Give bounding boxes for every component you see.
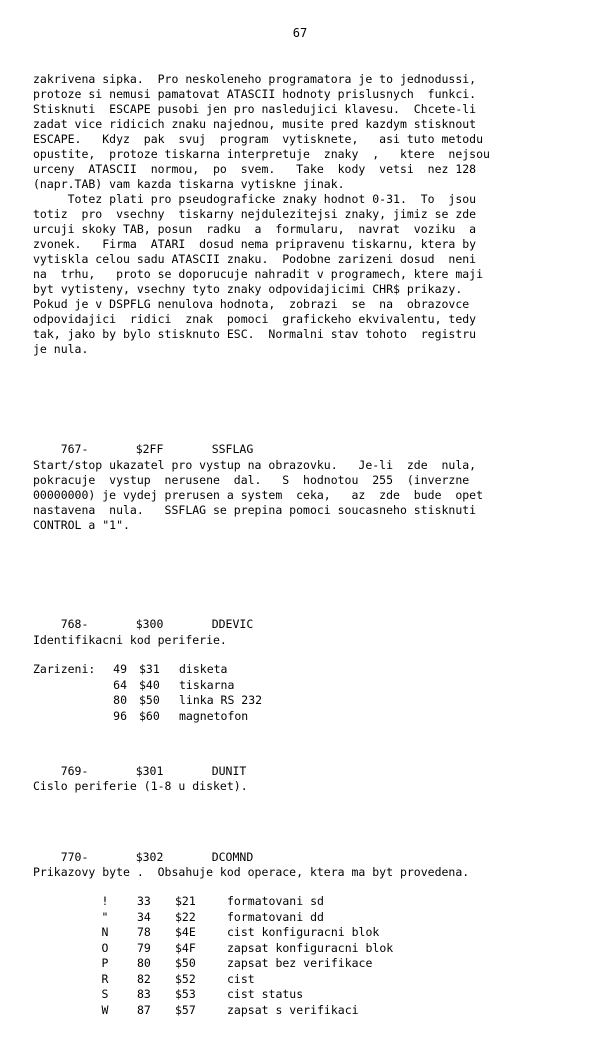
table-row — [97, 910, 393, 926]
device-hex: $40 — [139, 677, 160, 692]
text-line: urcuji skoky TAB, posun radku a formularu, navrat voziku a — [33, 222, 477, 236]
devices-label: Zarizeni: — [33, 662, 96, 676]
address-hex: $300 — [135, 617, 164, 631]
command-dec: 82 — [137, 971, 151, 986]
text-line: opustite, protoze tiskarna interpretuje znaky , ktere nejsou — [33, 147, 490, 161]
register-name: DCOMND — [211, 850, 254, 864]
command-char: P — [101, 956, 109, 970]
table-row — [97, 956, 393, 972]
ddevic-description: Identifikacni kod periferie. — [33, 633, 227, 647]
text-line: zakrivena sipka. Pro neskoleneho programatora je to jednodussi, — [33, 72, 477, 86]
text-line: Start/stop ukazatel pro vystup na obrazovku. Je-li zde nula, — [33, 458, 477, 472]
device-dec: 80 — [113, 693, 127, 707]
dcomnd-description: Prikazovy byte . Obsahuje kod operace, ktera ma byt provedena. — [33, 865, 470, 879]
register-name: DUNIT — [211, 764, 247, 778]
device-name: magnetofon — [179, 708, 249, 723]
device-hex: $60 — [139, 708, 160, 723]
command-hex: $52 — [175, 971, 196, 986]
command-char: ! — [101, 894, 109, 908]
table-row — [97, 925, 393, 941]
command-name: zapsat bez verifikace — [227, 956, 373, 970]
device-dec: 96 — [113, 708, 127, 723]
device-name: tiskarna — [179, 677, 235, 692]
command-dec: 80 — [137, 956, 151, 970]
text-line: zvonek. Firma ATARI dosud nema pripravenu tiskarnu, ktera by — [33, 237, 477, 251]
text-line: tak, jako by bylo stisknuto ESC. Normalni stav tohoto registru — [33, 327, 477, 341]
text-line: CONTROL a "1". — [33, 518, 130, 532]
command-char: O — [101, 940, 109, 955]
register-name: DDEVIC — [211, 617, 254, 631]
text-line: Pokud je v DSPFLG nenulova hodnota, zobrazi se na obrazovce — [33, 297, 470, 311]
command-hex: $22 — [175, 909, 196, 924]
command-name: zapsat s verifikaci — [227, 1002, 359, 1017]
text-line: (napr.TAB) vam kazda tiskarna vytiskne jinak. — [33, 177, 345, 191]
text-line: Totez plati pro pseudograficke znaky hodnot 0-31. To jsou — [33, 192, 477, 206]
device-name: disketa — [179, 662, 228, 676]
command-dec: 34 — [137, 909, 151, 924]
command-char: N — [101, 925, 109, 939]
address-decimal: 768- — [60, 617, 89, 631]
text-line: Stisknuti ESCAPE pusobi jen pro nasledujici klavesu. Chcete-li — [33, 102, 477, 116]
ssflag-paragraph — [33, 458, 573, 533]
command-name: formatovani sd — [227, 894, 324, 908]
text-line: vytiskla celou sadu ATASCII znaku. Podobne zarizeni dosud neni — [33, 252, 477, 266]
table-row — [33, 662, 262, 678]
command-dec: 87 — [137, 1002, 151, 1017]
device-dec: 64 — [113, 677, 127, 692]
text-line: na trhu, proto se doporucuje nahradit v programech, ktere maji — [33, 267, 484, 281]
address-hex: $301 — [135, 764, 164, 778]
text-line: nastavena nula. SSFLAG se prepina pomoci soucasneho stisknuti — [33, 503, 477, 517]
page-number: 67 — [292, 26, 308, 40]
command-char: S — [101, 987, 109, 1001]
text-line: protoze si nemusi pamatovat ATASCII hodnoty prislusnych funkci. — [33, 87, 477, 101]
device-name: linka RS 232 — [179, 693, 263, 707]
intro-paragraph — [33, 72, 573, 357]
command-name: formatovani dd — [227, 909, 324, 924]
table-row — [97, 1003, 393, 1019]
table-row — [33, 709, 262, 725]
table-row — [97, 987, 393, 1003]
address-decimal: 767- — [60, 442, 89, 456]
table-row — [97, 941, 393, 957]
command-hex: $21 — [175, 894, 196, 908]
command-table — [97, 894, 393, 1018]
command-name: cist status — [227, 987, 304, 1001]
device-table — [33, 662, 262, 724]
command-name: zapsat konfiguracni blok — [227, 940, 394, 955]
table-row — [97, 894, 393, 910]
command-char: W — [101, 1002, 109, 1017]
address-hex: $2FF — [135, 442, 164, 456]
address-decimal: 769- — [60, 764, 89, 778]
command-name: cist konfiguracni blok — [227, 925, 380, 939]
command-hex: $53 — [175, 987, 196, 1001]
command-dec: 33 — [137, 894, 151, 908]
device-hex: $50 — [139, 693, 160, 707]
command-dec: 79 — [137, 940, 151, 955]
device-hex: $31 — [139, 662, 160, 676]
address-decimal: 770- — [60, 850, 89, 864]
text-line: pokracuje vystup nerusene dal. S hodnotou 255 (inverzne — [33, 473, 470, 487]
table-row — [33, 678, 262, 694]
text-line: 00000000) je vydej prerusen a system ceka, az zde bude opet — [33, 488, 484, 502]
command-hex: $4F — [175, 940, 196, 955]
text-line: ESCAPE. Kdyz pak svuj program vytisknete, asi tuto metodu — [33, 132, 484, 146]
text-line: je nula. — [33, 342, 89, 356]
register-name: SSFLAG — [211, 442, 254, 456]
command-dec: 83 — [137, 987, 151, 1001]
command-char: " — [101, 909, 109, 924]
command-hex: $57 — [175, 1002, 196, 1017]
command-name: cist — [227, 971, 255, 986]
device-dec: 49 — [113, 662, 127, 676]
table-row — [97, 972, 393, 988]
text-line: zadat vice ridicich znaku najednou, musite pred kazdym stisknout — [33, 117, 477, 131]
address-hex: $302 — [135, 850, 164, 864]
text-line: totiz pro vsechny tiskarny nejdulezitejsi znaky, jimiz se zde — [33, 207, 477, 221]
command-dec: 78 — [137, 925, 151, 939]
text-line: urceny ATASCII normou, po svem. Take kody vetsi nez 128 — [33, 162, 477, 176]
dunit-description: Cislo periferie (1-8 u disket). — [33, 779, 248, 793]
text-line: odpovidajici ridici znak pomoci grafickeho ekvivalentu, tedy — [33, 312, 477, 326]
text-line: byt vytisteny, vsechny tyto znaky odpovidajicimi CHR$ prikazy. — [33, 282, 463, 296]
command-hex: $4E — [175, 925, 196, 939]
command-hex: $50 — [175, 956, 196, 970]
table-row — [33, 693, 262, 709]
command-char: R — [101, 971, 109, 986]
